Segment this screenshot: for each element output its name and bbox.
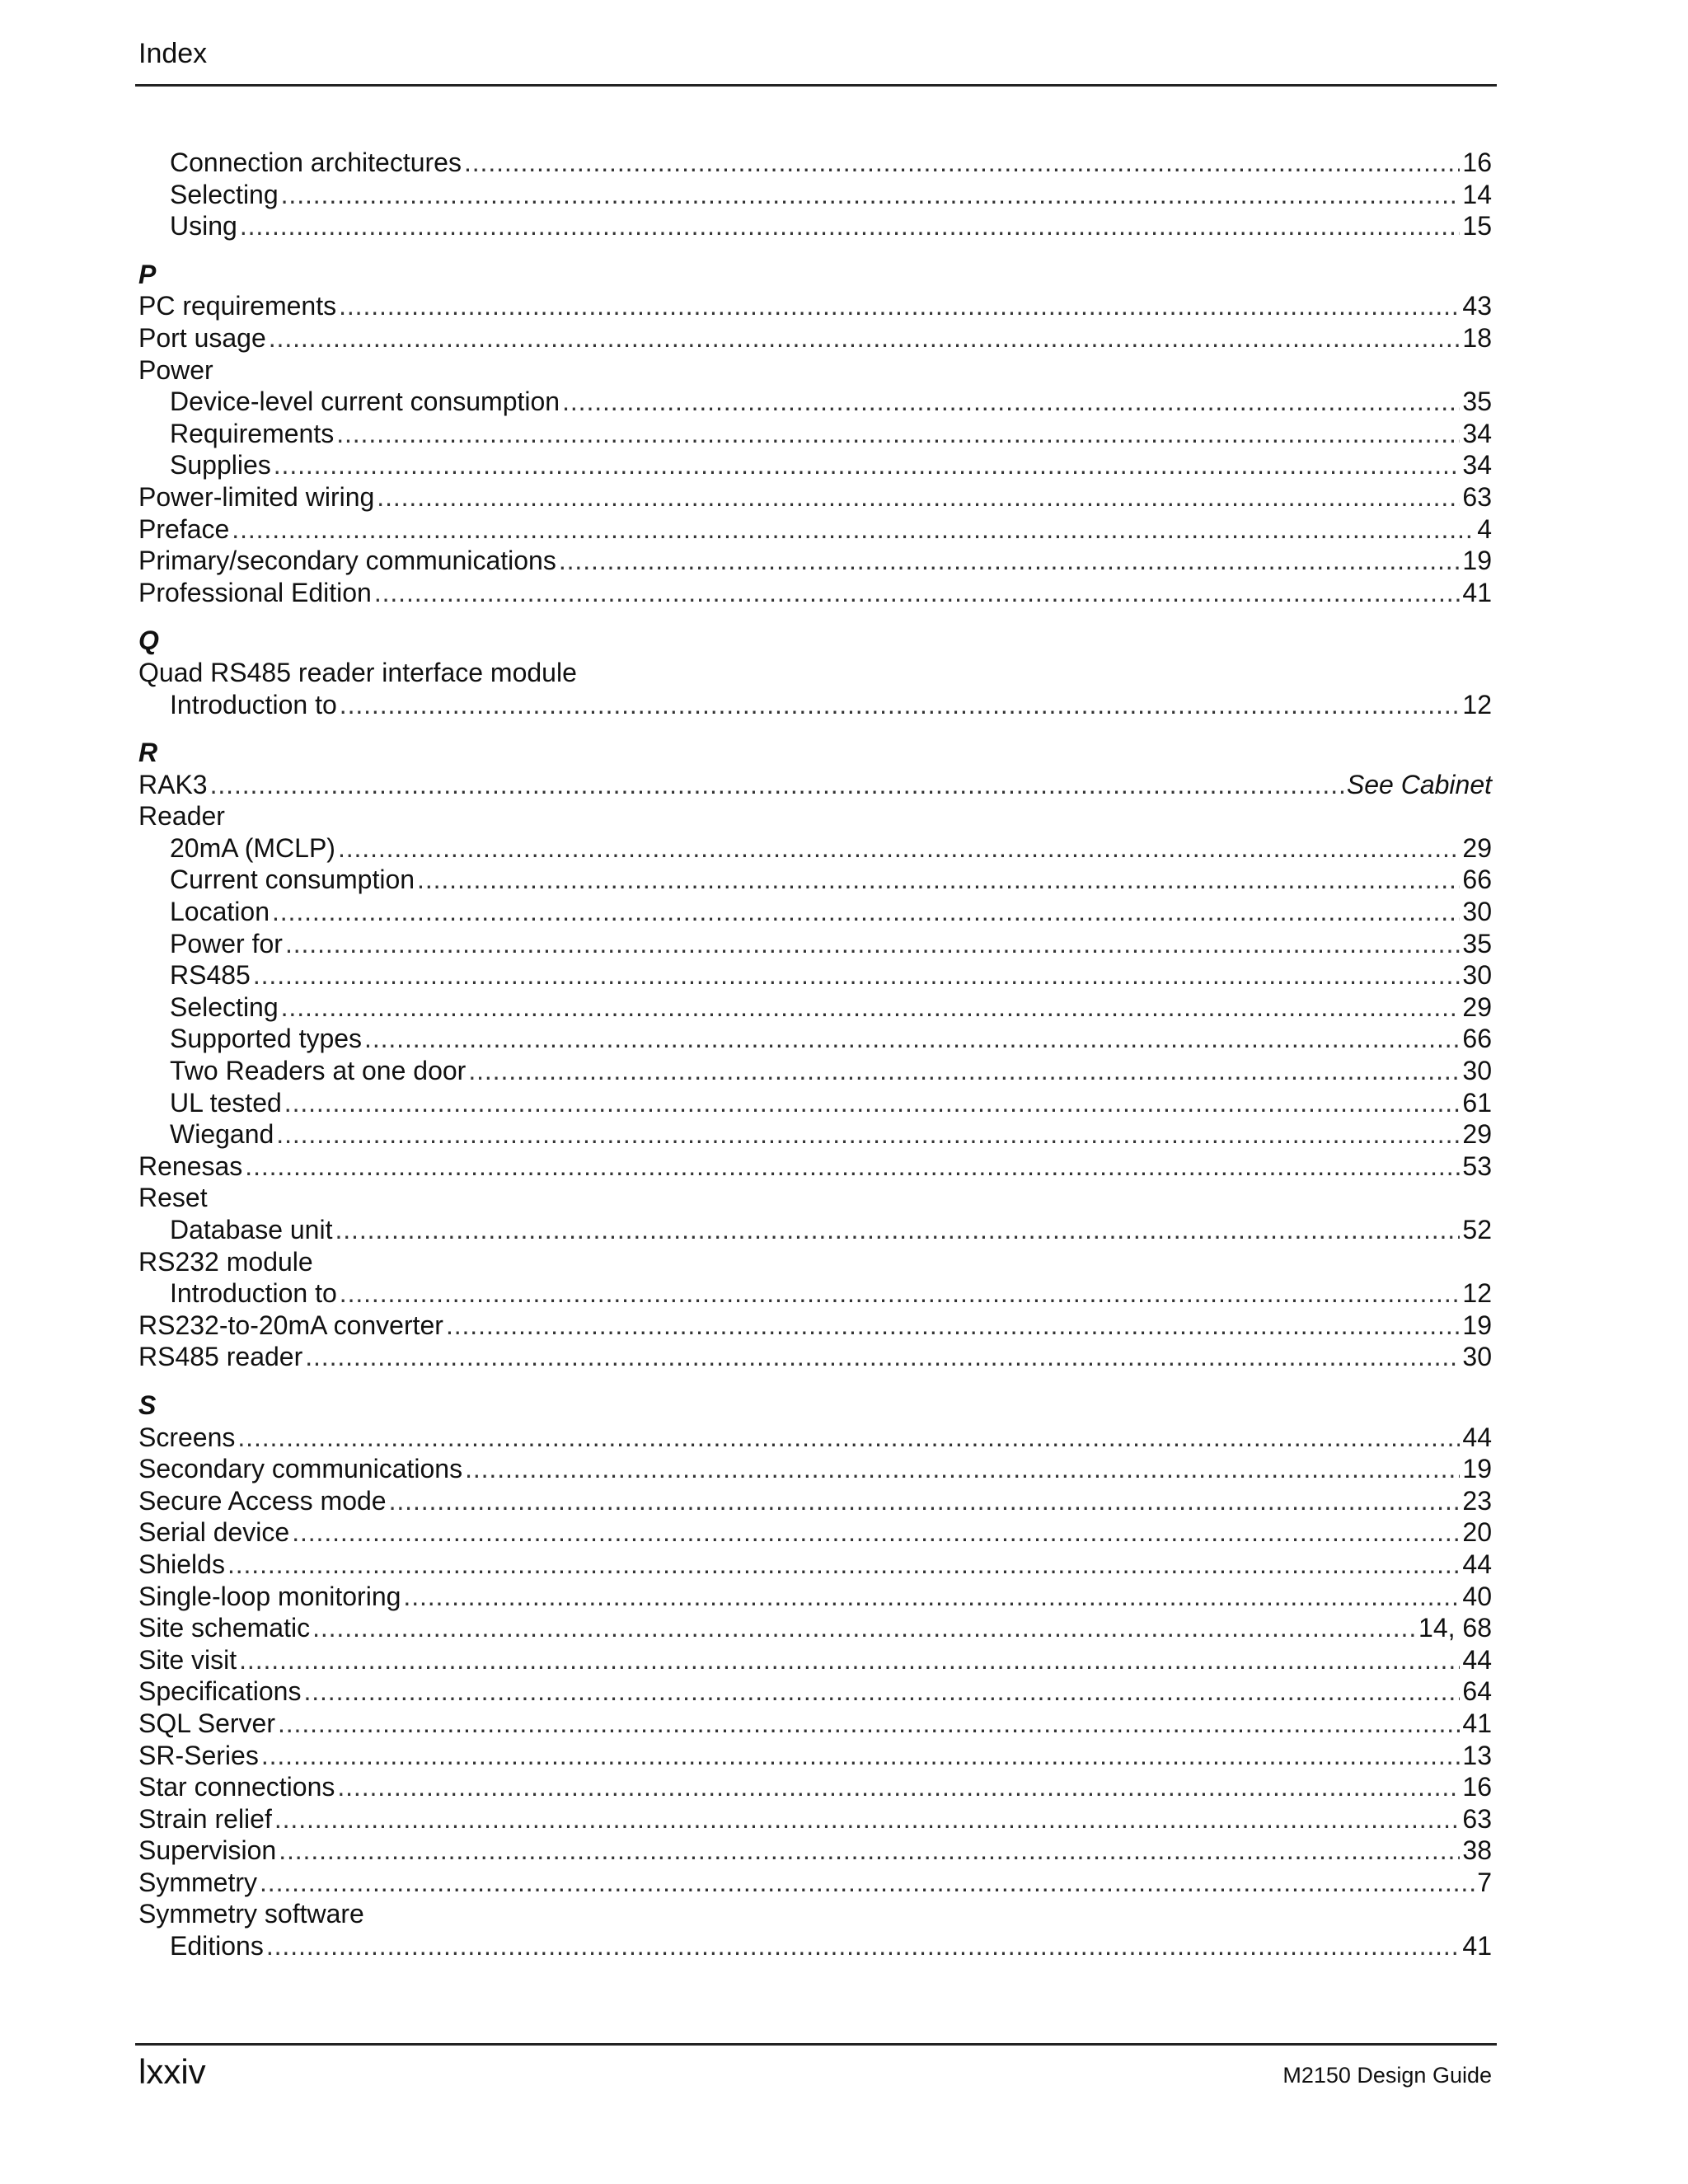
entry-term: RS232-to-20mA converter xyxy=(138,1310,443,1340)
page-reference: 66 xyxy=(1462,865,1492,895)
page-reference: 63 xyxy=(1462,481,1492,512)
entry-term: Reader xyxy=(138,801,225,832)
index-subentry xyxy=(138,179,1492,211)
dot-leader xyxy=(284,1087,1461,1119)
page-reference: 64 xyxy=(1462,1676,1492,1707)
dot-leader xyxy=(278,1708,1460,1740)
entry-term: Primary/secondary communications xyxy=(138,546,556,576)
page-reference: 41 xyxy=(1462,1931,1492,1961)
entry-term: Selecting xyxy=(170,991,279,1022)
dot-leader xyxy=(239,1644,1460,1676)
entry-term: Specifications xyxy=(138,1676,302,1707)
entry-term: Power-limited wiring xyxy=(138,481,375,512)
entry-term: Site visit xyxy=(138,1644,237,1675)
index-entry xyxy=(138,290,1492,322)
entry-term: Symmetry xyxy=(138,1867,257,1897)
dot-leader xyxy=(446,1310,1460,1342)
index-entry xyxy=(138,354,1492,387)
page-reference: 12 xyxy=(1462,689,1492,719)
dot-leader xyxy=(272,896,1460,928)
index-subentry xyxy=(138,896,1492,928)
index-subentry xyxy=(138,832,1492,865)
index-entry xyxy=(138,1708,1492,1740)
index-subentry xyxy=(138,959,1492,991)
index-entry xyxy=(138,1740,1492,1772)
dot-leader xyxy=(281,179,1461,211)
index-entry xyxy=(138,1485,1492,1517)
index-entry xyxy=(138,1835,1492,1867)
dot-leader xyxy=(338,832,1460,865)
page-reference: 53 xyxy=(1462,1151,1492,1181)
entry-term: Editions xyxy=(170,1931,264,1961)
entry-term: Screens xyxy=(138,1422,236,1452)
dot-leader xyxy=(335,1214,1460,1246)
page-reference: 44 xyxy=(1462,1644,1492,1675)
index-entry xyxy=(138,800,1492,832)
index-entry xyxy=(138,1182,1492,1214)
entry-term: Wiegand xyxy=(170,1119,274,1150)
dot-leader xyxy=(237,1422,1460,1454)
entry-term: Using xyxy=(170,211,237,241)
page-header-title: Index xyxy=(138,38,208,69)
dot-leader xyxy=(260,1867,1475,1899)
footer-rule xyxy=(135,2043,1497,2046)
index-entry xyxy=(138,1581,1492,1613)
entry-term: RS485 xyxy=(170,960,251,991)
page-reference: 40 xyxy=(1462,1581,1492,1611)
entry-term: Strain relief xyxy=(138,1803,272,1834)
dot-leader xyxy=(374,577,1461,609)
dot-leader xyxy=(403,1581,1460,1613)
dot-leader xyxy=(340,1277,1461,1310)
index-entry xyxy=(138,1612,1492,1644)
index-entry xyxy=(138,481,1492,513)
index-subentry xyxy=(138,1277,1492,1310)
dot-leader xyxy=(389,1485,1461,1517)
dot-leader xyxy=(336,418,1460,450)
index-subentry xyxy=(138,1087,1492,1119)
dot-leader xyxy=(279,1835,1460,1867)
entry-term: UL tested xyxy=(170,1087,282,1118)
entry-term: Renesas xyxy=(138,1151,243,1181)
page-reference: 14, 68 xyxy=(1418,1613,1492,1643)
index-entry xyxy=(138,1644,1492,1676)
entry-term: Single-loop monitoring xyxy=(138,1581,401,1611)
dot-leader xyxy=(274,1803,1461,1835)
page-reference: 12 xyxy=(1462,1278,1492,1309)
page-reference: 66 xyxy=(1462,1024,1492,1054)
page-reference: 14 xyxy=(1462,179,1492,209)
entry-term: Introduction to xyxy=(170,1278,337,1309)
page-reference: 16 xyxy=(1462,148,1492,177)
entry-term: Database unit xyxy=(170,1215,333,1244)
page-reference: 19 xyxy=(1462,1454,1492,1484)
entry-term: Selecting xyxy=(170,179,279,209)
index-subentry xyxy=(138,991,1492,1024)
header-rule xyxy=(135,84,1497,87)
section-letter: R xyxy=(138,738,158,768)
index-subentry xyxy=(138,864,1492,896)
entry-term: Shields xyxy=(138,1549,225,1579)
page-number: lxxiv xyxy=(138,2052,206,2091)
page-reference: 4 xyxy=(1477,513,1492,544)
dot-leader xyxy=(281,991,1461,1024)
dot-leader xyxy=(269,322,1461,354)
entry-term: Star connections xyxy=(138,1772,335,1802)
page-reference: 35 xyxy=(1462,387,1492,417)
entry-term: Quad RS485 reader interface module xyxy=(138,657,577,687)
entry-term: PC requirements xyxy=(138,291,337,321)
page-reference: 30 xyxy=(1462,897,1492,927)
dot-leader xyxy=(210,769,1344,801)
entry-term: Power for xyxy=(170,928,283,958)
entry-term: SQL Server xyxy=(138,1708,275,1738)
dot-leader xyxy=(417,864,1460,896)
dot-leader xyxy=(364,1023,1460,1055)
page-reference: 63 xyxy=(1462,1803,1492,1834)
dot-leader xyxy=(292,1516,1460,1549)
index-entry xyxy=(138,1771,1492,1803)
page-reference: 30 xyxy=(1462,960,1492,991)
page-reference: 52 xyxy=(1462,1215,1492,1244)
entry-term: RS232 module xyxy=(138,1246,313,1277)
dot-leader xyxy=(312,1612,1416,1644)
dot-leader xyxy=(468,1055,1460,1087)
index-entry xyxy=(138,322,1492,354)
page-reference: 13 xyxy=(1462,1740,1492,1770)
page-reference: 20 xyxy=(1462,1517,1492,1548)
entry-term: Current consumption xyxy=(170,865,415,895)
page-reference: 29 xyxy=(1462,1119,1492,1150)
entry-term: Connection architectures xyxy=(170,148,462,177)
index-subentry xyxy=(138,210,1492,242)
page-reference: 34 xyxy=(1462,418,1492,448)
page-reference: 61 xyxy=(1462,1087,1492,1118)
index-subentry xyxy=(138,1023,1492,1055)
page-reference: 19 xyxy=(1462,546,1492,576)
index-subentry xyxy=(138,1930,1492,1962)
dot-leader xyxy=(562,386,1460,418)
index-entry xyxy=(138,1151,1492,1183)
index-entry xyxy=(138,1803,1492,1835)
index-entry xyxy=(138,577,1492,609)
index-subentry xyxy=(138,1055,1492,1087)
entry-term: 20mA (MCLP) xyxy=(170,832,335,863)
page-reference: 30 xyxy=(1462,1342,1492,1372)
dot-leader xyxy=(339,290,1460,322)
page-reference: 38 xyxy=(1462,1835,1492,1866)
entry-term: Device-level current consumption xyxy=(170,387,560,417)
index-entry xyxy=(138,545,1492,577)
entry-term: Supplies xyxy=(170,450,271,480)
entry-term: Port usage xyxy=(138,322,266,353)
dot-leader xyxy=(285,928,1460,960)
entry-term: Secondary communications xyxy=(138,1454,463,1484)
index-subentry xyxy=(138,689,1492,721)
index-subentry xyxy=(138,418,1492,450)
dot-leader xyxy=(276,1118,1460,1151)
entry-term: Preface xyxy=(138,513,230,544)
entry-term: Introduction to xyxy=(170,689,337,719)
entry-term: RS485 reader xyxy=(138,1342,303,1372)
index-subentry xyxy=(138,386,1492,418)
entry-term: Supported types xyxy=(170,1024,363,1054)
document-title: M2150 Design Guide xyxy=(1282,2063,1492,2088)
dot-leader xyxy=(232,513,1475,546)
dot-leader xyxy=(253,959,1461,991)
index-entry xyxy=(138,1675,1492,1708)
see-reference: See Cabinet xyxy=(1346,769,1492,799)
page-reference: 29 xyxy=(1462,832,1492,863)
entry-term: Professional Edition xyxy=(138,577,372,607)
page-reference: 23 xyxy=(1462,1485,1492,1516)
dot-leader xyxy=(240,210,1461,242)
entry-term: Symmetry software xyxy=(138,1899,364,1929)
index-subentry xyxy=(138,1214,1492,1246)
dot-leader xyxy=(340,689,1461,721)
page-reference: 41 xyxy=(1462,577,1492,607)
page-reference: 18 xyxy=(1462,322,1492,353)
index-entry xyxy=(138,1867,1492,1899)
index-entry xyxy=(138,1246,1492,1278)
page-reference: 30 xyxy=(1462,1056,1492,1086)
index-entry xyxy=(138,1341,1492,1373)
page-reference: 19 xyxy=(1462,1310,1492,1340)
entry-term: Site schematic xyxy=(138,1613,311,1643)
page-reference: 43 xyxy=(1462,291,1492,321)
dot-leader xyxy=(337,1771,1460,1803)
dot-leader xyxy=(261,1740,1461,1772)
index-entry xyxy=(138,1310,1492,1342)
index-subentry xyxy=(138,449,1492,481)
entry-term: Requirements xyxy=(170,418,335,448)
index-entry xyxy=(138,657,1492,689)
dot-leader xyxy=(377,481,1460,513)
dot-leader xyxy=(245,1151,1460,1183)
index-subentry xyxy=(138,1118,1492,1151)
page-reference: 7 xyxy=(1477,1867,1492,1897)
page-reference: 29 xyxy=(1462,991,1492,1022)
dot-leader xyxy=(303,1675,1460,1708)
dot-leader xyxy=(465,1453,1460,1485)
index-subentry xyxy=(138,147,1492,179)
page-reference: 44 xyxy=(1462,1422,1492,1452)
dot-leader xyxy=(227,1549,1460,1581)
page-reference: 16 xyxy=(1462,1772,1492,1802)
entry-term: Reset xyxy=(138,1183,208,1213)
entry-term: Serial device xyxy=(138,1517,290,1548)
dot-leader xyxy=(464,147,1460,179)
dot-leader xyxy=(559,545,1461,577)
entry-term: Location xyxy=(170,897,270,927)
dot-leader xyxy=(266,1930,1461,1962)
page-reference: 35 xyxy=(1462,928,1492,958)
index-entry xyxy=(138,513,1492,546)
entry-term: RAK3 xyxy=(138,769,208,799)
index-entry xyxy=(138,1422,1492,1454)
dot-leader xyxy=(305,1341,1460,1373)
index-entry xyxy=(138,1453,1492,1485)
page-reference: 44 xyxy=(1462,1549,1492,1579)
index-subentry xyxy=(138,928,1492,960)
entry-term: Supervision xyxy=(138,1835,277,1866)
index-list xyxy=(138,147,1492,1962)
index-entry xyxy=(138,1549,1492,1581)
entry-term: SR-Series xyxy=(138,1740,259,1770)
index-entry xyxy=(138,1516,1492,1549)
entry-term: Secure Access mode xyxy=(138,1485,387,1516)
entry-term: Two Readers at one door xyxy=(170,1056,467,1086)
index-entry xyxy=(138,1898,1492,1930)
index-entry xyxy=(138,769,1492,801)
dot-leader xyxy=(274,449,1461,481)
section-letter: Q xyxy=(138,626,159,656)
page-reference: 41 xyxy=(1462,1708,1492,1738)
page-reference: 15 xyxy=(1462,211,1492,241)
page-reference: 34 xyxy=(1462,450,1492,480)
section-letter: S xyxy=(138,1390,157,1420)
entry-term: Power xyxy=(138,354,213,385)
section-letter: P xyxy=(138,259,157,289)
